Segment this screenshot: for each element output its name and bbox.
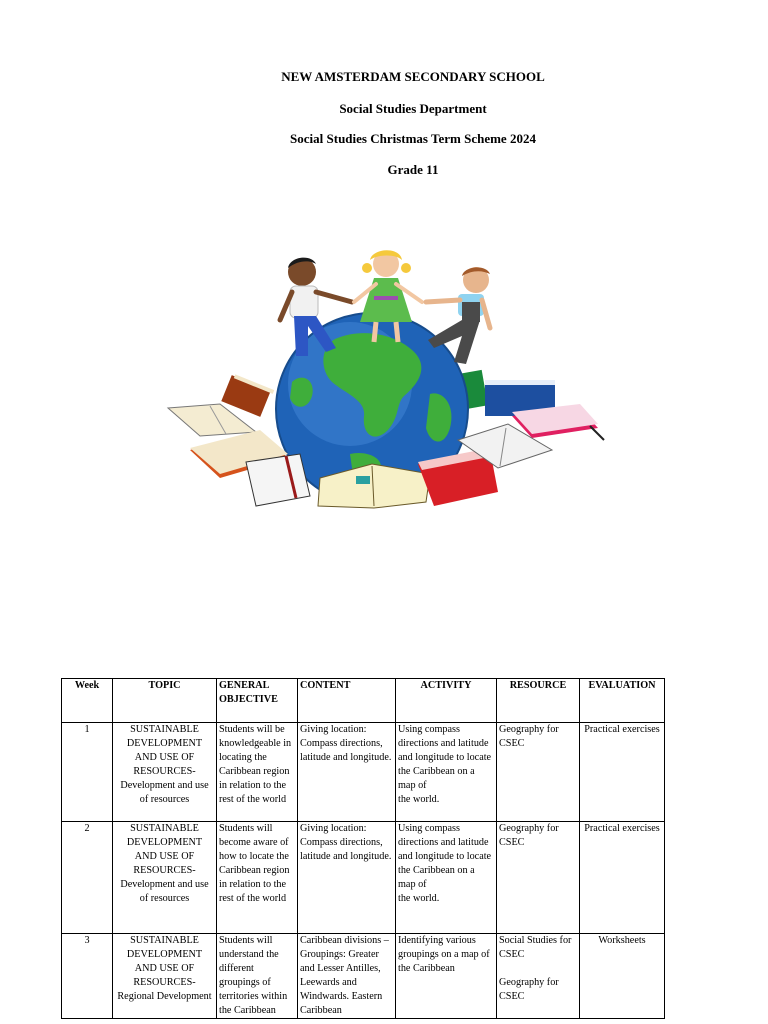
table-row	[62, 822, 665, 934]
globe-children-books-illustration	[160, 244, 610, 514]
activity-cell: Using compass directions and latitude and longitude to locate the Caribbean on a map of the world.	[396, 822, 497, 934]
table-header-row	[62, 679, 665, 723]
school-name: NEW AMSTERDAM SECONDARY SCHOOL	[281, 69, 545, 84]
column-header-content: CONTENT	[298, 679, 396, 723]
week-cell: 1	[62, 723, 113, 822]
book-icon	[221, 374, 274, 416]
evaluation-cell: Practical exercises	[580, 723, 665, 822]
resource-cell: Social Studies for CSEC Geography for CSEC	[497, 934, 580, 1019]
scheme-table	[61, 678, 665, 1019]
scheme-title: Social Studies Christmas Term Scheme 2024	[290, 131, 536, 146]
grade-label: Grade 11	[387, 162, 439, 177]
content-cell: Giving location: Compass directions, latitude and longitude.	[298, 822, 396, 934]
column-header-topic: TOPIC	[113, 679, 217, 723]
column-header-activity: ACTIVITY	[396, 679, 497, 723]
column-header-evaluation: EVALUATION	[580, 679, 665, 723]
table-row	[62, 723, 665, 822]
column-header-general-objective: GENERAL OBJECTIVE	[217, 679, 298, 723]
evaluation-cell: Worksheets	[580, 934, 665, 1019]
objective-cell: Students will understand the different groupings of territories within the Caribbean	[217, 934, 298, 1019]
objective-cell: Students will be knowledgeable in locating the Caribbean region in relation to the rest of the world	[217, 723, 298, 822]
week-cell: 3	[62, 934, 113, 1019]
resource-cell: Geography for CSEC	[497, 723, 580, 822]
evaluation-cell: Practical exercises	[580, 822, 665, 934]
column-header-resource: RESOURCE	[497, 679, 580, 723]
activity-cell: Using compass directions and latitude and longitude to locate the Caribbean on a map of the world.	[396, 723, 497, 822]
department-name: Social Studies Department	[339, 101, 487, 116]
content-cell: Caribbean divisions – Groupings: Greater and Lesser Antilles, Leewards and Windwards. Eastern Caribbean	[298, 934, 396, 1019]
activity-cell: Identifying various groupings on a map of the Caribbean	[396, 934, 497, 1019]
objective-cell: Students will become aware of how to locate the Caribbean region in relation to the rest of the world	[217, 822, 298, 934]
table-row	[62, 934, 665, 1019]
topic-cell: SUSTAINABLE DEVELOPMENT AND USE OF RESOURCES- Regional Development	[113, 934, 217, 1019]
book-icon	[246, 454, 310, 506]
topic-cell: SUSTAINABLE DEVELOPMENT AND USE OF RESOURCES- Development and use of resources	[113, 822, 217, 934]
week-cell: 2	[62, 822, 113, 934]
content-cell: Giving location: Compass directions, latitude and longitude.	[298, 723, 396, 822]
column-header-week: Week	[62, 679, 113, 723]
topic-cell: SUSTAINABLE DEVELOPMENT AND USE OF RESOURCES- Development and use of resources	[113, 723, 217, 822]
resource-cell: Geography for CSEC	[497, 822, 580, 934]
